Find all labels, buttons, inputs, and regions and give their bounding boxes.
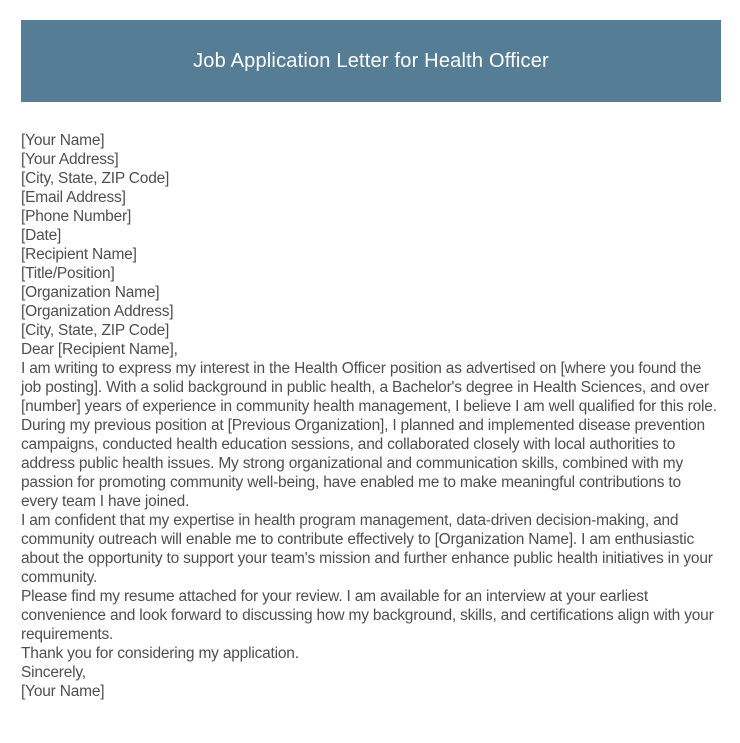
page-title: Job Application Letter for Health Officer (193, 49, 549, 72)
salutation: Dear [Recipient Name], (21, 341, 178, 358)
letter-paragraph: During my previous position at [Previous Organization], I planned and implemented disease prevention campaigns, conducted health education sessions, and collaborated closely with local authorities to address public health issues. My strong organizational and communication skills, combined with my passion for promoting community well-being, have enabled me to make meaningful contributions to every team I have joined. (21, 417, 705, 510)
recipient-line: [Recipient Name] (21, 246, 137, 263)
sender-line: [Your Address] (21, 151, 119, 168)
body-paragraphs (21, 359, 721, 644)
letter-paragraph: I am writing to express my interest in the Health Officer position as advertised on [where you found the job posting]. With a solid background in public health, a Bachelor's degree in Health Sciences, and over [number] years of experience in community health management, I believe I am well qualified for this role. (21, 360, 717, 415)
sender-line: [Phone Number] (21, 208, 132, 225)
recipient-line: [Organization Name] (21, 284, 160, 301)
recipient-line: [City, State, ZIP Code] (21, 322, 170, 339)
letter-paragraph: Please find my resume attached for your review. I am available for an interview at your earliest convenience and look forward to discussing how my background, skills, and certifications align with your requirements. (21, 588, 714, 643)
letter-paragraph: I am confident that my expertise in health program management, data-driven decision-making, and community outreach will enable me to contribute effectively to [Organization Name]. I am enthusiastic about the opportunity to support your team's mission and further enhance public health initiatives in your community. (21, 512, 713, 586)
signoff: Sincerely, (21, 664, 86, 681)
recipient-line: [Title/Position] (21, 265, 115, 282)
sender-line: [Your Name] (21, 132, 105, 149)
sender-line: [Date] (21, 227, 62, 244)
letter-body (21, 131, 721, 701)
sender-line: [City, State, ZIP Code] (21, 170, 170, 187)
closing-line: Thank you for considering my application. (21, 645, 299, 662)
sender-block (21, 131, 721, 245)
sender-line: [Email Address] (21, 189, 126, 206)
header-banner (21, 20, 721, 102)
recipient-line: [Organization Address] (21, 303, 174, 320)
recipient-block (21, 245, 721, 340)
signature: [Your Name] (21, 683, 105, 700)
